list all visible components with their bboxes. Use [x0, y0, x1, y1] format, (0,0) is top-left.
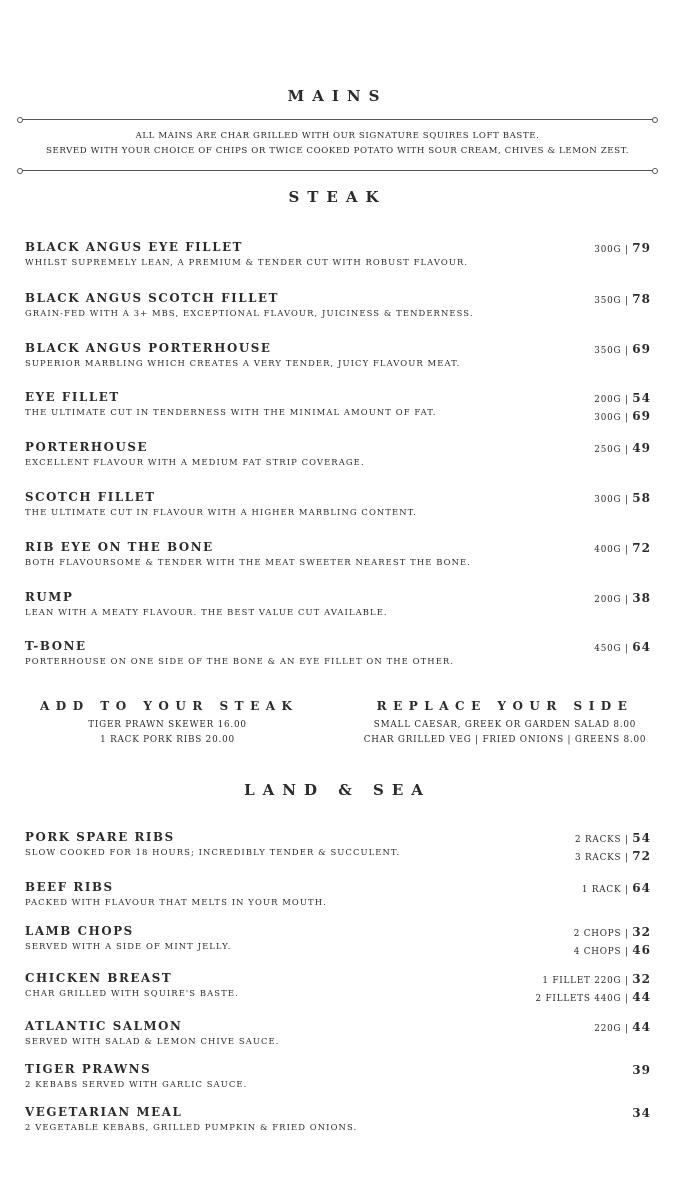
item-prices	[594, 291, 651, 309]
price: 54	[632, 831, 651, 845]
item-prices	[536, 971, 651, 1007]
price: 44	[632, 990, 651, 1004]
price: 32	[632, 925, 651, 939]
item-description: 2 KEBABS SERVED WITH GARLIC SAUCE.	[25, 1079, 248, 1089]
portion-label: 4 CHOPS |	[573, 947, 629, 957]
mains-title: MAINS	[287, 87, 388, 105]
portion-label: 3 RACKS |	[575, 853, 629, 863]
item-name: RIB EYE ON THE BONE	[25, 540, 214, 554]
item-name: EYE FILLET	[25, 390, 120, 404]
item-description: SUPERIOR MARBLING WHICH CREATES A VERY TENDER, JUICY FLAVOUR MEAT.	[25, 358, 461, 368]
price: 78	[632, 292, 651, 306]
item-description: EXCELLENT FLAVOUR WITH A MEDIUM FAT STRIP COVERAGE.	[25, 457, 365, 467]
price: 79	[632, 241, 651, 255]
menu-item	[25, 490, 651, 518]
add-to-steak-box	[40, 699, 299, 748]
item-prices	[575, 830, 651, 866]
portion-label: 200G |	[594, 595, 629, 605]
add-to-steak-title: ADD TO YOUR STEAK	[40, 699, 299, 713]
item-name: PORK SPARE RIBS	[25, 830, 175, 844]
price: 32	[632, 972, 651, 986]
item-description: PACKED WITH FLAVOUR THAT MELTS IN YOUR MOUTH.	[25, 897, 327, 907]
bottom-divider	[20, 170, 655, 171]
portion-label: 400G |	[594, 545, 629, 555]
menu-item	[25, 440, 651, 468]
portion-label: 350G |	[594, 346, 629, 356]
item-name: BLACK ANGUS EYE FILLET	[25, 240, 244, 254]
item-name: BEEF RIBS	[25, 880, 114, 894]
price: 72	[632, 849, 651, 863]
menu-item	[25, 1062, 651, 1090]
price: 34	[632, 1106, 651, 1120]
menu-item	[25, 590, 651, 618]
price: 69	[632, 342, 651, 356]
menu-item	[25, 540, 651, 568]
price: 46	[632, 943, 651, 957]
portion-label: 1 RACK |	[581, 885, 629, 895]
price: 58	[632, 491, 651, 505]
add-to-steak-option: TIGER PRAWN SKEWER 16.00	[88, 720, 247, 730]
item-description: BOTH FLAVOURSOME & TENDER WITH THE MEAT SWEETER NEAREST THE BONE.	[25, 557, 471, 567]
item-name: ATLANTIC SALMON	[25, 1019, 183, 1033]
price: 72	[632, 541, 651, 555]
replace-side-option: SMALL CAESAR, GREEK OR GARDEN SALAD 8.00	[373, 720, 637, 730]
portion-label: 450G |	[594, 644, 629, 654]
menu-item	[25, 639, 651, 667]
item-description: CHAR GRILLED WITH SQUIRE'S BASTE.	[25, 988, 239, 998]
portion-label: 2 RACKS |	[575, 835, 629, 845]
item-name: VEGETARIAN MEAL	[25, 1105, 183, 1119]
item-prices	[594, 390, 651, 426]
portion-label: 2 FILLETS 440G |	[535, 994, 629, 1004]
portion-label: 350G |	[594, 296, 629, 306]
item-prices	[594, 590, 651, 608]
item-prices	[594, 1019, 651, 1037]
price: 69	[632, 409, 651, 423]
item-prices	[594, 490, 651, 508]
price: 49	[632, 441, 651, 455]
item-description: LEAN WITH A MEATY FLAVOUR. THE BEST VALUE CUT AVAILABLE.	[25, 607, 388, 617]
menu-item	[25, 924, 651, 957]
menu-item	[25, 971, 651, 1004]
portion-label: 300G |	[594, 413, 629, 423]
price: 64	[632, 640, 651, 654]
item-name: SCOTCH FILLET	[25, 490, 156, 504]
price: 38	[632, 591, 651, 605]
steak-title: STEAK	[288, 188, 387, 206]
item-prices	[582, 880, 651, 898]
portion-label: 2 CHOPS |	[573, 929, 629, 939]
item-prices	[594, 240, 651, 258]
item-description: 2 VEGETABLE KEBABS, GRILLED PUMPKIN & FRIED ONIONS.	[25, 1122, 358, 1132]
menu-item	[25, 240, 651, 268]
price: 64	[632, 881, 651, 895]
item-prices	[594, 440, 651, 458]
item-name: RUMP	[25, 590, 74, 604]
portion-label: 220G |	[594, 1024, 629, 1034]
menu-item	[25, 1019, 651, 1047]
menu-item	[25, 390, 651, 423]
item-description: WHILST SUPREMELY LEAN, A PREMIUM & TENDER CUT WITH ROBUST FLAVOUR.	[25, 257, 469, 267]
item-name: BLACK ANGUS PORTERHOUSE	[25, 341, 272, 355]
item-description: THE ULTIMATE CUT IN FLAVOUR WITH A HIGHER MARBLING CONTENT.	[25, 507, 417, 517]
menu-item	[25, 880, 651, 908]
item-prices	[632, 1062, 651, 1080]
item-prices	[632, 1105, 651, 1123]
item-description: PORTERHOUSE ON ONE SIDE OF THE BONE & AN EYE FILLET ON THE OTHER.	[25, 656, 455, 666]
top-divider	[20, 119, 655, 120]
add-to-steak-option: 1 RACK PORK RIBS 20.00	[100, 735, 235, 745]
replace-side-title: REPLACE YOUR SIDE	[376, 699, 634, 713]
menu-item	[25, 1105, 651, 1133]
item-description: SERVED WITH SALAD & LEMON CHIVE SAUCE.	[25, 1036, 280, 1046]
mains-intro-line-1: ALL MAINS ARE CHAR GRILLED WITH OUR SIGNATURE SQUIRES LOFT BASTE.	[135, 131, 540, 141]
item-prices	[594, 540, 651, 558]
price: 39	[632, 1063, 651, 1077]
item-name: TIGER PRAWNS	[25, 1062, 152, 1076]
land-sea-title: LAND & SEA	[244, 781, 431, 799]
menu-item	[25, 291, 651, 319]
item-prices	[594, 639, 651, 657]
menu-item	[25, 830, 651, 863]
item-name: PORTERHOUSE	[25, 440, 149, 454]
item-prices	[594, 341, 651, 359]
item-description: SLOW COOKED FOR 18 HOURS; INCREDIBLY TENDER & SUCCULENT.	[25, 847, 401, 857]
item-prices	[574, 924, 651, 960]
item-description: GRAIN-FED WITH A 3+ MBS, EXCEPTIONAL FLAVOUR, JUICINESS & TENDERNESS.	[25, 308, 474, 318]
portion-label: 300G |	[594, 495, 629, 505]
item-description: SERVED WITH A SIDE OF MINT JELLY.	[25, 941, 232, 951]
replace-side-option: CHAR GRILLED VEG | FRIED ONIONS | GREENS 8.00	[363, 735, 647, 745]
portion-label: 300G |	[594, 245, 629, 255]
menu-item	[25, 341, 651, 369]
item-name: LAMB CHOPS	[25, 924, 134, 938]
mains-intro-line-2: SERVED WITH YOUR CHOICE OF CHIPS OR TWICE COOKED POTATO WITH SOUR CREAM, CHIVES & LEMON ZEST.	[45, 146, 630, 156]
item-name: BLACK ANGUS SCOTCH FILLET	[25, 291, 279, 305]
portion-label: 1 FILLET 220G |	[542, 976, 629, 986]
item-name: CHICKEN BREAST	[25, 971, 173, 985]
item-description: THE ULTIMATE CUT IN TENDERNESS WITH THE MINIMAL AMOUNT OF FAT.	[25, 407, 437, 417]
item-name: T-BONE	[25, 639, 87, 653]
price: 44	[632, 1020, 651, 1034]
portion-label: 250G |	[594, 445, 629, 455]
price: 54	[632, 391, 651, 405]
portion-label: 200G |	[594, 395, 629, 405]
replace-side-box	[355, 699, 655, 748]
